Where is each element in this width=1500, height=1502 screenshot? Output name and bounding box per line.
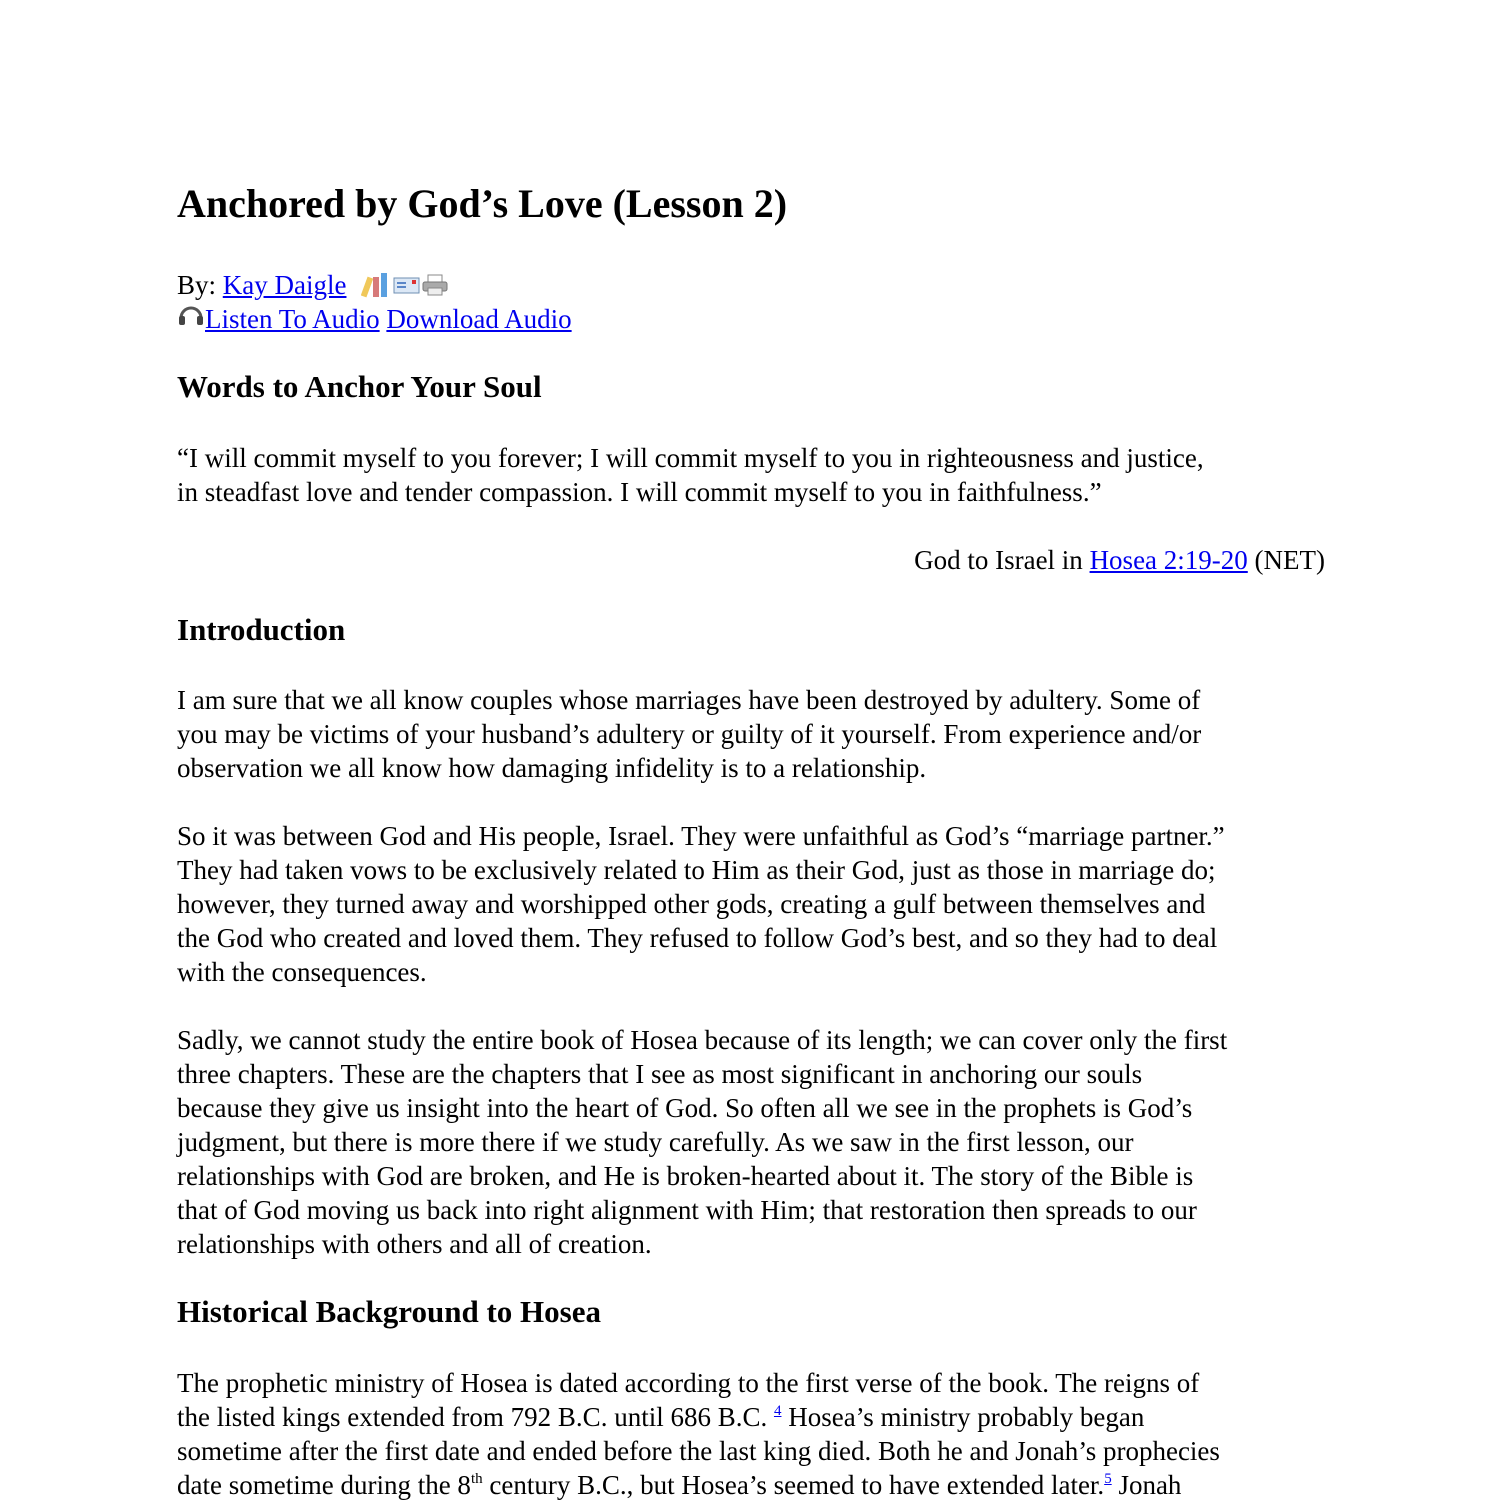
quote-line: “I will commit myself to you forever; I will commit myself to you in righteousness and justice, <box>177 443 1204 473</box>
attribution-version: (NET) <box>1247 545 1325 575</box>
quote-line: in steadfast love and tender compassion. I will commit myself to you in faithfulness.” <box>177 477 1102 507</box>
text-line: relationships with others and all of creation. <box>177 1229 652 1259</box>
text-line: date sometime during the 8 <box>177 1470 471 1500</box>
quote <box>177 441 1337 509</box>
attribution <box>177 543 1325 577</box>
text-line: however, they turned away and worshipped other gods, creating a gulf between themselves and <box>177 889 1206 919</box>
scripture-link[interactable]: Hosea 2:19-20 <box>1089 545 1248 575</box>
heading-historical-background: Historical Background to Hosea <box>177 1294 601 1329</box>
text-line: with the consequences. <box>177 957 427 987</box>
attribution-text: God to Israel in <box>914 545 1090 575</box>
text-line: sometime after the first date and ended before the last king died. Both he and Jonah’s prophecies <box>177 1436 1220 1466</box>
text-line: Jonah <box>1111 1470 1182 1500</box>
text-line: Sadly, we cannot study the entire book of Hosea because of its length; we can cover only the first <box>177 1025 1228 1055</box>
headphones-icon <box>177 302 205 326</box>
text-line: three chapters. These are the chapters that I see as most significant in anchoring our souls <box>177 1059 1143 1089</box>
intro-paragraph-1 <box>177 683 1337 785</box>
library-icon[interactable] <box>361 271 393 299</box>
text-line: relationships with God are broken, and He is broken-hearted about it. The story of the Bible is <box>177 1161 1194 1191</box>
heading-words: Words to Anchor Your Soul <box>177 369 542 404</box>
text-line: the listed kings extended from 792 B.C. until 686 B.C. <box>177 1402 774 1432</box>
intro-paragraph-2 <box>177 819 1337 989</box>
heading-introduction: Introduction <box>177 612 346 647</box>
text-line: century B.C., but Hosea’s seemed to have extended later. <box>482 1470 1105 1500</box>
email-icon[interactable] <box>393 275 421 295</box>
text-line: judgment, but there is more there if we study carefully. As we saw in the first lesson, our <box>177 1127 1134 1157</box>
text-line: They had taken vows to be exclusively related to Him as their God, just as those in marriage do; <box>177 855 1216 885</box>
history-paragraph <box>177 1366 1337 1502</box>
text-line: because they give us insight into the heart of God. So often all we see in the prophets is God’s <box>177 1093 1193 1123</box>
byline <box>177 265 1337 336</box>
text-line: The prophetic ministry of Hosea is dated according to the first verse of the book. The reigns of <box>177 1368 1200 1398</box>
download-audio-link[interactable]: Download Audio <box>386 304 572 334</box>
footnote-4-link[interactable]: 4 <box>773 1403 782 1419</box>
ordinal-suffix: th <box>470 1471 483 1487</box>
byline-prefix: By: <box>177 270 223 300</box>
text-line: Hosea’s ministry probably began <box>781 1402 1145 1432</box>
listen-audio-link[interactable]: Listen To Audio <box>205 304 380 334</box>
text-line: that of God moving us back into right alignment with Him; that restoration then spreads to our <box>177 1195 1197 1225</box>
text-line: you may be victims of your husband’s adultery or guilty of it yourself. From experience and/or <box>177 719 1202 749</box>
text-line: So it was between God and His people, Israel. They were unfaithful as God’s “marriage partner.” <box>177 821 1225 851</box>
share-icons <box>361 265 449 299</box>
text-line: the God who created and loved them. They refused to follow God’s best, and so they had to deal <box>177 923 1218 953</box>
author-link[interactable]: Kay Daigle <box>222 270 347 300</box>
intro-paragraph-3 <box>177 1023 1337 1261</box>
print-icon[interactable] <box>421 273 449 297</box>
text-line: observation we all know how damaging infidelity is to a relationship. <box>177 753 927 783</box>
footnote-5-link[interactable]: 5 <box>1104 1471 1112 1487</box>
text-line: I am sure that we all know couples whose marriages have been destroyed by adultery. Some of <box>177 685 1201 715</box>
page-title: Anchored by God’s Love (Lesson 2) <box>177 181 788 226</box>
